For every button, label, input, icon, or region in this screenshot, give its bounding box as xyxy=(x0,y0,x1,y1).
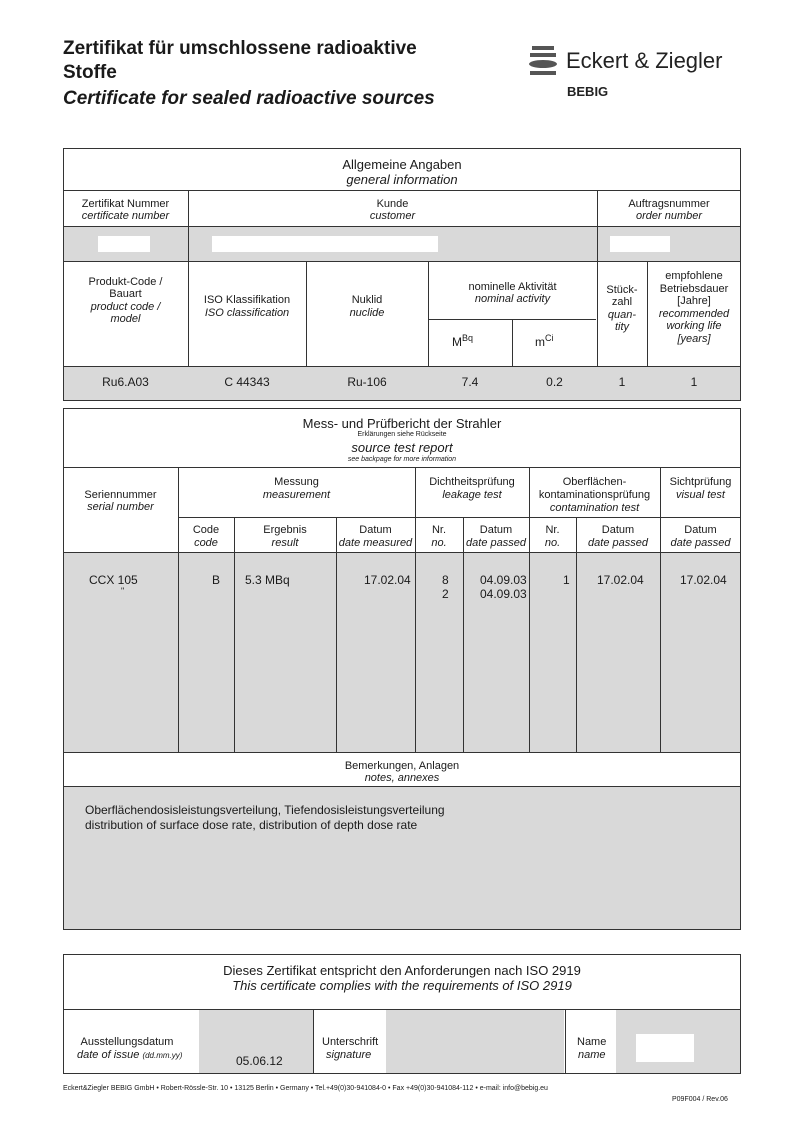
product-label-en-2: model xyxy=(110,313,141,325)
iso-label-en: ISO classification xyxy=(204,307,290,319)
qty-label-de-1: Stück- xyxy=(606,284,638,296)
nuclide-label-en: nuclide xyxy=(349,307,385,319)
visual-date-label-de: Datum xyxy=(684,524,717,536)
value-nuclide: Ru-106 xyxy=(347,375,387,389)
redacted-customer xyxy=(212,236,438,252)
serial-label-en: serial number xyxy=(87,501,154,513)
life-label-en-2: working life xyxy=(666,320,722,332)
qty-label-de-2: zahl xyxy=(611,296,633,308)
name-label-de: Name xyxy=(577,1036,607,1048)
order-label-en: order number xyxy=(635,210,703,222)
cert-number-label-en: certificate number xyxy=(81,210,170,222)
qty-label-en-1: quan- xyxy=(607,309,637,321)
leak-nr-label-de: Nr. xyxy=(431,524,447,536)
result-label-de: Ergebnis xyxy=(263,524,307,536)
compliance-line-de: Dieses Zertifikat entspricht den Anforderungen nach ISO 2919 xyxy=(223,963,581,978)
customer-label-de: Kunde xyxy=(376,198,409,210)
report-heading-de: Mess- und Prüfbericht der Strahler xyxy=(302,416,502,431)
serial-ditto: " xyxy=(121,586,125,596)
visual-label-en: visual test xyxy=(676,489,725,501)
cert-number-label-de: Zertifikat Nummer xyxy=(81,198,170,210)
contam-label-de-1: Oberflächen- xyxy=(562,476,627,488)
value-product: Ru6.A03 xyxy=(102,375,149,389)
redacted-name xyxy=(636,1034,694,1062)
life-label-de-2: Betriebsdauer xyxy=(659,283,729,295)
visual-date-label-en: date passed xyxy=(670,537,731,549)
result-label-en: result xyxy=(271,537,299,549)
notes-label-de: Bemerkungen, Anlagen xyxy=(344,760,460,772)
contam-nr-label-en: no. xyxy=(544,537,561,549)
redacted-order-number xyxy=(610,236,670,252)
date-measured-value: 17.02.04 xyxy=(364,573,411,587)
leak-date-label-de: Datum xyxy=(479,524,513,536)
compliance-line-en: This certificate complies with the requirements of ISO 2919 xyxy=(232,978,572,993)
issue-label-de: Ausstellungsdatum xyxy=(80,1036,174,1048)
result-value: 5.3 MBq xyxy=(245,573,290,587)
title-de-line1: Zertifikat für umschlossene radioaktive xyxy=(63,38,417,59)
issue-date-value: 05.06.12 xyxy=(236,1054,283,1068)
leak-nr-value-1: 8 xyxy=(442,573,449,587)
leak-label-en: leakage test xyxy=(442,489,502,501)
contam-date-label-de: Datum xyxy=(601,524,635,536)
contam-label-de-2: kontaminationsprüfung xyxy=(538,489,651,501)
leak-label-de: Dichtheitsprüfung xyxy=(429,476,515,488)
notes-line-1: Oberflächendosisleistungsverteilung, Tiefendosisleistungsverteilung xyxy=(85,803,445,817)
logo-company-name: Eckert & Ziegler xyxy=(566,48,723,73)
name-label-en: name xyxy=(578,1049,606,1061)
value-mbq: 7.4 xyxy=(461,375,479,389)
life-label-en-1: recommended xyxy=(658,308,730,320)
general-heading-en: general information xyxy=(346,172,458,187)
measure-label-de: Messung xyxy=(274,476,319,488)
footer-address: Eckert&Ziegler BEBIG GmbH • Robert-Rössle-Str. 10 • 13125 Berlin • Germany • Tel.+49(0)30-941084-0 • Fax +49(0)30-941084-112 • e-mail: info@bebig.eu xyxy=(63,1085,548,1092)
date-measured-label-en: date measured xyxy=(338,537,413,549)
activity-label-en: nominal activity xyxy=(474,293,551,305)
signature-label-en: signature xyxy=(326,1049,372,1061)
company-logo-icon xyxy=(528,44,558,80)
leak-nr-label-en: no. xyxy=(431,537,447,549)
measure-label-en: measurement xyxy=(262,489,331,501)
redacted-certificate-number xyxy=(98,236,150,252)
unit-mci: $m^{Ci}$ xyxy=(535,333,554,349)
title-en: Certificate for sealed radioactive sources xyxy=(63,88,435,109)
code-label-en: code xyxy=(194,537,218,549)
notes-line-2: distribution of surface dose rate, distribution of depth dose rate xyxy=(85,818,418,832)
title-de-line2: Stoffe xyxy=(63,62,117,83)
iso-label-de: ISO Klassifikation xyxy=(203,294,291,306)
contam-label-en: contamination test xyxy=(549,502,640,514)
serial-label-de: Seriennummer xyxy=(84,489,157,501)
date-measured-label-de: Datum xyxy=(359,524,392,536)
report-heading-de-small: Erklärungen siehe Rückseite xyxy=(357,431,447,438)
report-heading-en-small: see backpage for more information xyxy=(347,456,457,463)
serial-value: CCX 105 xyxy=(89,573,138,587)
value-quantity: 1 xyxy=(618,375,626,389)
qty-label-en-2: tity xyxy=(614,321,630,333)
logo-subtitle: BEBIG xyxy=(567,84,609,99)
leak-date-value-2: 04.09.03 xyxy=(480,587,527,601)
life-label-de-3: [Jahre] xyxy=(677,295,711,307)
life-label-en-3: [years] xyxy=(677,333,711,345)
leak-date-value-1: 04.09.03 xyxy=(480,573,527,587)
value-mci: 0.2 xyxy=(546,375,563,389)
product-label-de-2: Bauart xyxy=(109,288,142,300)
signature-label-de: Unterschrift xyxy=(322,1036,379,1048)
footer-form-id: P09F004 / Rev.06 xyxy=(672,1096,728,1103)
contam-date-value: 17.02.04 xyxy=(597,573,644,587)
issue-label-en: date of issue (dd.mm.yy) xyxy=(77,1049,183,1061)
visual-date-value: 17.02.04 xyxy=(680,573,727,587)
order-label-de: Auftragsnummer xyxy=(628,198,710,210)
unit-mbq: $M^{Bq}$ xyxy=(452,333,474,349)
code-value: B xyxy=(212,573,221,587)
leak-nr-value-2: 2 xyxy=(442,587,449,601)
general-heading-de: Allgemeine Angaben xyxy=(342,157,462,172)
customer-label-en: customer xyxy=(369,210,416,222)
product-label-de-1: Produkt-Code / xyxy=(88,276,163,288)
value-iso: C 44343 xyxy=(224,375,270,389)
contam-nr-label-de: Nr. xyxy=(545,524,560,536)
leak-date-label-en: date passed xyxy=(466,537,526,549)
code-label-de: Code xyxy=(192,524,220,536)
visual-label-de: Sichtprüfung xyxy=(669,476,732,488)
value-life: 1 xyxy=(690,375,698,389)
activity-label-de: nominelle Aktivität xyxy=(468,281,557,293)
nuclide-label-de: Nuklid xyxy=(351,294,383,306)
contam-nr-value: 1 xyxy=(563,573,570,587)
contam-date-label-en: date passed xyxy=(588,537,648,549)
product-label-en-1: product code / xyxy=(90,301,161,313)
notes-label-en: notes, annexes xyxy=(364,772,440,784)
report-heading-en: source test report xyxy=(351,440,453,455)
life-label-de-1: empfohlene xyxy=(665,270,723,282)
